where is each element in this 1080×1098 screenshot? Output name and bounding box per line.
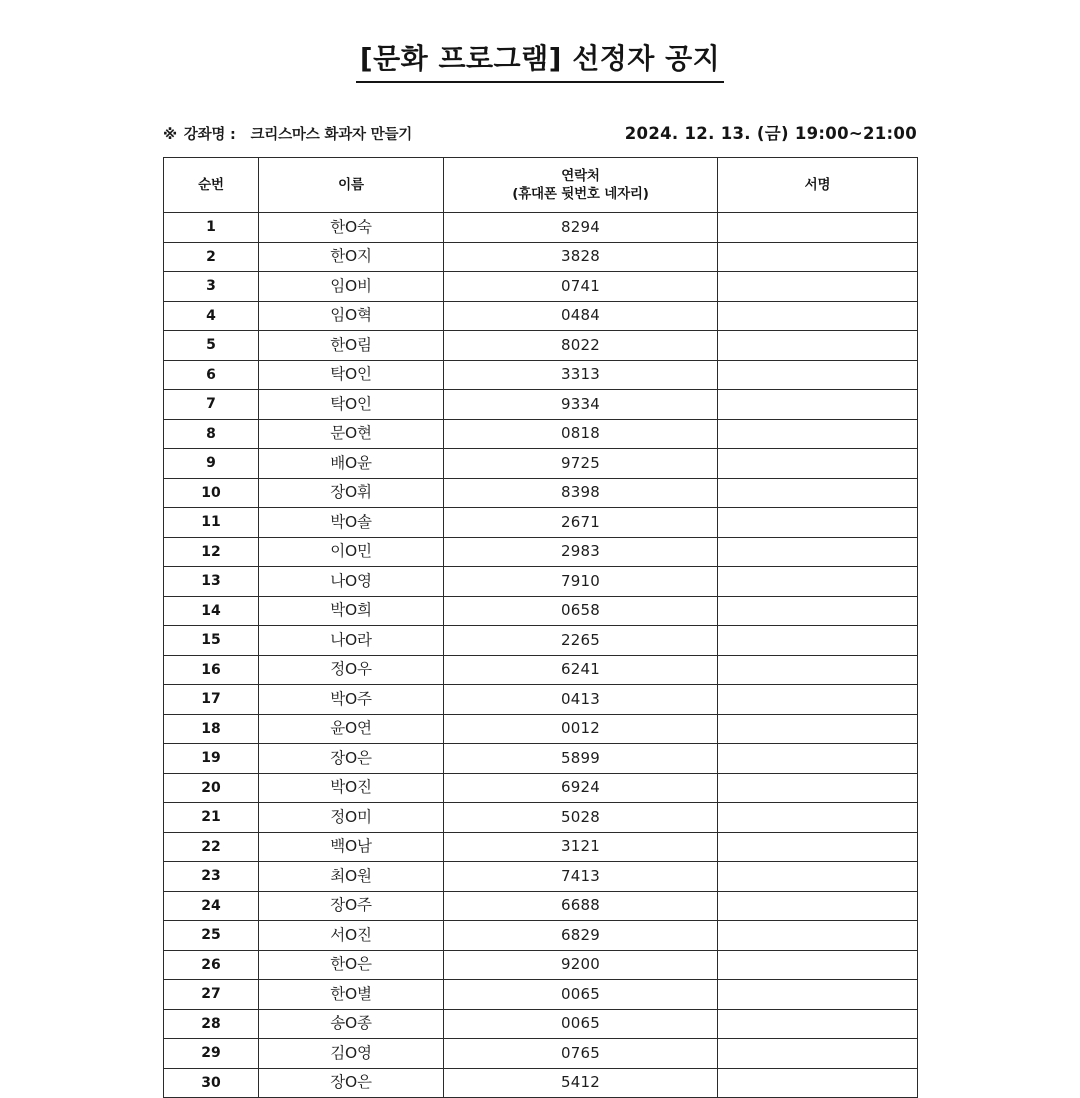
cell-attendee-name: 김O영 [259,1039,444,1069]
cell-order-number: 15 [164,626,259,656]
table-row [164,272,918,302]
cell-order-number: 12 [164,537,259,567]
cell-contact-digits: 5412 [444,1068,718,1098]
cell-attendee-name: 한O별 [259,980,444,1010]
cell-contact-digits: 7413 [444,862,718,892]
cell-contact-digits: 7910 [444,567,718,597]
table-row [164,478,918,508]
cell-signature[interactable] [718,950,918,980]
cell-attendee-name: 장O은 [259,1068,444,1098]
table-row [164,1039,918,1069]
cell-attendee-name: 이O민 [259,537,444,567]
table-row [164,331,918,361]
cell-attendee-name: 탁O인 [259,390,444,420]
table-row [164,596,918,626]
cell-signature[interactable] [718,213,918,243]
cell-attendee-name: 최O원 [259,862,444,892]
cell-order-number: 2 [164,242,259,272]
cell-signature[interactable] [718,419,918,449]
cell-signature[interactable] [718,685,918,715]
column-header-no-label: 순번 [198,176,224,193]
table-row [164,773,918,803]
cell-signature[interactable] [718,803,918,833]
cell-signature[interactable] [718,714,918,744]
cell-signature[interactable] [718,655,918,685]
cell-attendee-name: 나O라 [259,626,444,656]
cell-order-number: 29 [164,1039,259,1069]
table-row [164,360,918,390]
table-row [164,862,918,892]
cell-signature[interactable] [718,862,918,892]
cell-order-number: 19 [164,744,259,774]
cell-attendee-name: 백O남 [259,832,444,862]
cell-signature[interactable] [718,272,918,302]
cell-contact-digits: 0065 [444,980,718,1010]
cell-contact-digits: 0065 [444,1009,718,1039]
cell-contact-digits: 3828 [444,242,718,272]
cell-signature[interactable] [718,537,918,567]
cell-order-number: 27 [164,980,259,1010]
table-row [164,714,918,744]
table-header-row [164,158,918,213]
cell-order-number: 20 [164,773,259,803]
table-row [164,301,918,331]
cell-contact-digits: 3121 [444,832,718,862]
cell-order-number: 6 [164,360,259,390]
cell-signature[interactable] [718,980,918,1010]
cell-signature[interactable] [718,1009,918,1039]
cell-order-number: 28 [164,1009,259,1039]
cell-order-number: 7 [164,390,259,420]
cell-order-number: 9 [164,449,259,479]
cell-signature[interactable] [718,1039,918,1069]
cell-order-number: 30 [164,1068,259,1098]
cell-contact-digits: 0012 [444,714,718,744]
reference-mark-icon: ※ [163,127,177,143]
cell-contact-digits: 0741 [444,272,718,302]
column-header-contact-sublabel: (휴대폰 뒷번호 네자리) [512,186,649,202]
column-header-name [259,158,444,213]
cell-contact-digits: 5899 [444,744,718,774]
cell-contact-digits: 5028 [444,803,718,833]
cell-attendee-name: 정O우 [259,655,444,685]
table-header [164,158,918,213]
cell-contact-digits: 8294 [444,213,718,243]
cell-attendee-name: 임O비 [259,272,444,302]
cell-attendee-name: 윤O연 [259,714,444,744]
table-row [164,655,918,685]
table-row [164,685,918,715]
cell-attendee-name: 한O지 [259,242,444,272]
cell-order-number: 5 [164,331,259,361]
cell-contact-digits: 6829 [444,921,718,951]
cell-signature[interactable] [718,449,918,479]
cell-order-number: 4 [164,301,259,331]
cell-contact-digits: 6924 [444,773,718,803]
cell-signature[interactable] [718,301,918,331]
cell-order-number: 18 [164,714,259,744]
cell-contact-digits: 0818 [444,419,718,449]
table-row [164,950,918,980]
cell-attendee-name: 나O영 [259,567,444,597]
cell-signature[interactable] [718,596,918,626]
cell-signature[interactable] [718,360,918,390]
cell-contact-digits: 8022 [444,331,718,361]
cell-order-number: 10 [164,478,259,508]
cell-attendee-name: 배O윤 [259,449,444,479]
cell-order-number: 8 [164,419,259,449]
course-name-label: 강좌명 : [183,127,236,143]
cell-attendee-name: 임O혁 [259,301,444,331]
cell-order-number: 13 [164,567,259,597]
cell-attendee-name: 장O휘 [259,478,444,508]
cell-contact-digits: 9200 [444,950,718,980]
cell-contact-digits: 6241 [444,655,718,685]
cell-signature[interactable] [718,626,918,656]
cell-attendee-name: 탁O인 [259,360,444,390]
cell-attendee-name: 박O주 [259,685,444,715]
cell-order-number: 22 [164,832,259,862]
cell-attendee-name: 장O주 [259,891,444,921]
table-row [164,449,918,479]
cell-order-number: 11 [164,508,259,538]
cell-contact-digits: 6688 [444,891,718,921]
cell-attendee-name: 서O진 [259,921,444,951]
cell-order-number: 23 [164,862,259,892]
cell-signature[interactable] [718,832,918,862]
table-row [164,832,918,862]
cell-contact-digits: 2265 [444,626,718,656]
cell-contact-digits: 0413 [444,685,718,715]
cell-order-number: 1 [164,213,259,243]
table-row [164,1068,918,1098]
table-row [164,567,918,597]
cell-contact-digits: 9725 [444,449,718,479]
cell-contact-digits: 9334 [444,390,718,420]
column-header-name-label: 이름 [338,176,364,193]
table-row [164,1009,918,1039]
cell-order-number: 25 [164,921,259,951]
schedule-text: 2024. 12. 13. (금) 19:00~21:00 [624,124,917,143]
cell-order-number: 24 [164,891,259,921]
cell-attendee-name: 박O진 [259,773,444,803]
cell-contact-digits: 0765 [444,1039,718,1069]
cell-order-number: 16 [164,655,259,685]
table-row [164,803,918,833]
cell-order-number: 17 [164,685,259,715]
page-title: [문화 프로그램] 선정자 공지 [356,41,724,83]
cell-attendee-name: 문O현 [259,419,444,449]
cell-order-number: 3 [164,272,259,302]
table-row [164,419,918,449]
cell-contact-digits: 8398 [444,478,718,508]
cell-attendee-name: 박O희 [259,596,444,626]
table-body [164,213,918,1098]
table-row [164,213,918,243]
cell-order-number: 21 [164,803,259,833]
table-row [164,626,918,656]
cell-signature[interactable] [718,1068,918,1098]
cell-order-number: 14 [164,596,259,626]
subheader-row [163,120,917,144]
cell-order-number: 26 [164,950,259,980]
table-row [164,744,918,774]
table-row [164,921,918,951]
column-header-contact [444,158,718,213]
course-info [163,123,412,144]
cell-attendee-name: 한O림 [259,331,444,361]
cell-signature[interactable] [718,331,918,361]
column-header-signature [718,158,918,213]
table-row [164,390,918,420]
cell-contact-digits: 0658 [444,596,718,626]
column-header-no [164,158,259,213]
cell-signature[interactable] [718,773,918,803]
table-row [164,891,918,921]
cell-attendee-name: 한O은 [259,950,444,980]
table-row [164,242,918,272]
cell-attendee-name: 박O솔 [259,508,444,538]
cell-contact-digits: 2983 [444,537,718,567]
column-header-signature-label: 서명 [804,176,831,193]
cell-contact-digits: 2671 [444,508,718,538]
cell-signature[interactable] [718,921,918,951]
cell-attendee-name: 정O미 [259,803,444,833]
column-header-contact-label: 연락처 [561,167,600,184]
cell-attendee-name: 송O종 [259,1009,444,1039]
attendee-roster-table [163,157,918,1098]
cell-signature[interactable] [718,478,918,508]
course-name-value: 크리스마스 화과자 만들기 [250,127,413,143]
cell-attendee-name: 한O숙 [259,213,444,243]
cell-contact-digits: 0484 [444,301,718,331]
cell-signature[interactable] [718,242,918,272]
cell-signature[interactable] [718,508,918,538]
cell-attendee-name: 장O은 [259,744,444,774]
cell-signature[interactable] [718,891,918,921]
cell-signature[interactable] [718,744,918,774]
table-row [164,508,918,538]
table-row [164,980,918,1010]
cell-contact-digits: 3313 [444,360,718,390]
cell-signature[interactable] [718,567,918,597]
table-row [164,537,918,567]
title-container [0,0,1080,102]
cell-signature[interactable] [718,390,918,420]
